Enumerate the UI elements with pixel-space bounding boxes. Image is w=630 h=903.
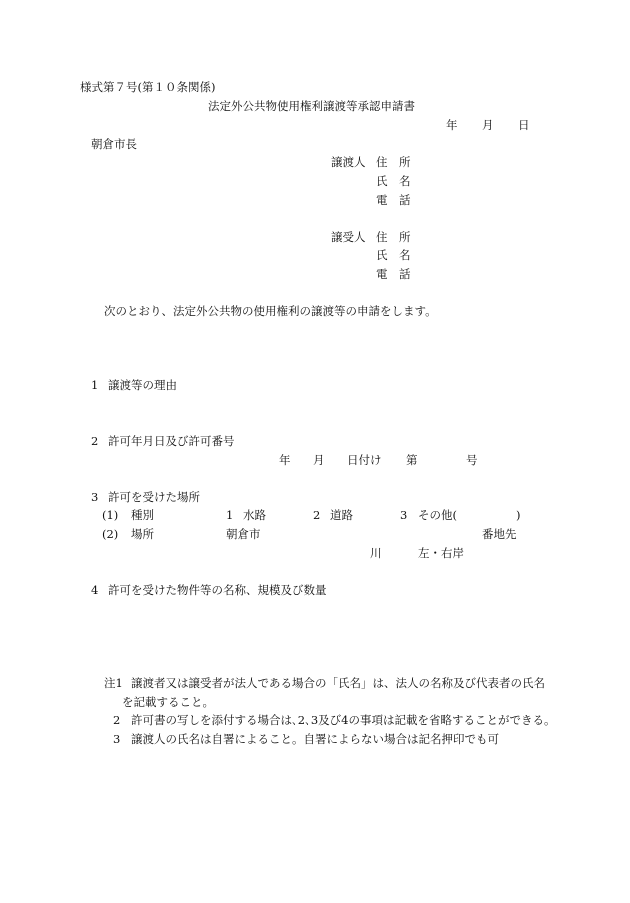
- item-4-label: 許可を受けた物件等の名称、規模及び数量: [108, 583, 327, 597]
- note-2-number: 2: [113, 713, 121, 727]
- location-city: 朝倉市: [226, 527, 261, 541]
- transferee-address-label: 住 所: [376, 230, 411, 244]
- item-3-number: 3: [91, 490, 99, 504]
- permit-dai: 第: [406, 453, 418, 467]
- intro-text: 次のとおり、法定外公共物の使用権利の譲渡等の申請をします。: [104, 304, 437, 318]
- item-4-number: 4: [91, 583, 99, 597]
- permit-dated: 日付け: [347, 453, 382, 467]
- note-2-text: 許可書の写しを添付する場合は､2､3及び4の事項は記載を省略することができる。: [131, 713, 556, 727]
- page-title: 法定外公共物使用権利譲渡等承認申請書: [208, 99, 415, 113]
- note-1-prefix: 注1: [104, 676, 123, 690]
- note-3-text: 譲渡人の氏名は自署によること。自署によらない場合は記名押印でも可: [131, 732, 499, 746]
- type-option-2-number: 2: [313, 508, 321, 522]
- form-number: 様式第７号(第１０条関係): [80, 80, 216, 94]
- note-1-line-1: 譲渡者又は譲受者が法人である場合の「氏名」は、法人の名称及び代表者の氏名: [131, 676, 545, 690]
- type-number: (1): [102, 508, 119, 522]
- permit-month: 月: [313, 453, 325, 467]
- addressee: 朝倉市長: [91, 137, 137, 151]
- transferor-address-label: 住 所: [376, 155, 411, 169]
- item-1-label: 譲渡等の理由: [108, 378, 177, 392]
- permit-go: 号: [466, 453, 478, 467]
- permit-year: 年: [279, 453, 291, 467]
- date-day: 日: [518, 118, 530, 132]
- date-month: 月: [482, 118, 494, 132]
- transferee-label: 譲受人: [331, 230, 366, 244]
- note-3-number: 3: [113, 732, 121, 746]
- transferor-label: 譲渡人: [331, 155, 366, 169]
- location-bank: 左・右岸: [418, 546, 464, 560]
- date-year: 年: [446, 118, 458, 132]
- transferee-phone-label: 電 話: [376, 267, 411, 281]
- type-option-3-number: 3: [400, 508, 408, 522]
- item-2-label: 許可年月日及び許可番号: [108, 434, 235, 448]
- type-label: 種別: [131, 508, 154, 522]
- location-number: (2): [102, 527, 119, 541]
- type-option-other: その他(: [418, 508, 457, 522]
- location-label: 場所: [131, 527, 154, 541]
- type-option-road: 道路: [330, 508, 353, 522]
- item-2-number: 2: [91, 434, 99, 448]
- note-1-line-2: を記載すること。: [122, 695, 214, 709]
- location-river: 川: [370, 546, 382, 560]
- location-banchi: 番地先: [482, 527, 517, 541]
- transferor-phone-label: 電 話: [376, 193, 411, 207]
- transferee-name-label: 氏 名: [376, 248, 411, 262]
- transferor-name-label: 氏 名: [376, 174, 411, 188]
- item-1-number: 1: [91, 378, 99, 392]
- type-option-1-number: 1: [226, 508, 234, 522]
- type-option-other-close: ): [516, 508, 521, 522]
- item-3-label: 許可を受けた場所: [108, 490, 200, 504]
- type-option-waterway: 水路: [243, 508, 266, 522]
